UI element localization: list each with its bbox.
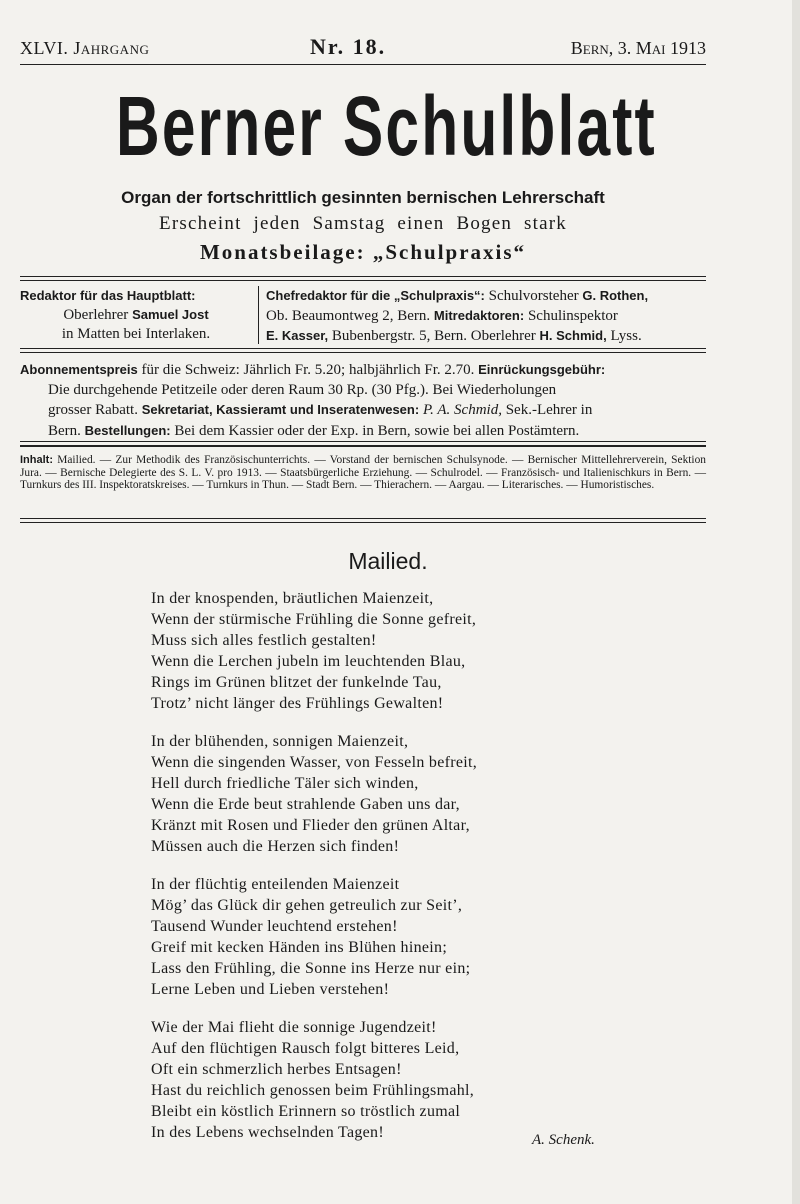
chief-editor-label: Chefredaktor für die „Schulpraxis“: [266, 288, 485, 303]
contents-text: Mailied. — Zur Methodik des Französischunterrichts. — Vorstand der bernischen Schulsynode. — Bernischer Mittellehrerverein, Sektion Jura. — Bernische Delegierte des S. L. V. pro 1913. — Staatsbürgerliche Erziehung. — Schulrodel. — Französisch- und Italienischkurs in Bern. — Turnkurs des III. Inspektoratskreises. — Turnkurs in Thun. — Stadt Bern. — Thierachern. — Aargau. — Literarisches. — Humoristisches. [20, 454, 706, 492]
poem-line: Muss sich alles festlich gestalten! [151, 632, 377, 649]
volume-label: XLVI. Jahrgang [20, 38, 150, 58]
editors-divider [258, 286, 259, 344]
contents-top-rule [20, 441, 706, 442]
poem-line: Müssen auch die Herzen sich finden! [151, 838, 400, 855]
issue-date: Bern, 3. Mai 1913 [570, 38, 706, 58]
subscription-top-rule-2 [20, 352, 706, 353]
poem-stanza [151, 1017, 611, 1143]
issue-number: Nr. 18. [310, 34, 387, 59]
poem-line: In der blühenden, sonnigen Maienzeit, [151, 733, 409, 750]
poem-line: In der flüchtig enteilenden Maienzeit [151, 876, 400, 893]
co-editors-label: Mitredaktoren: [433, 308, 525, 323]
table-of-contents [20, 454, 706, 492]
editor-main-label: Redaktor für das Hauptblatt: [20, 288, 196, 303]
subscription-top-rule [20, 348, 706, 349]
poem-stanza [151, 588, 611, 714]
subscription-line-2: Die durchgehende Petitzeile oder deren Raum 30 Rp. (30 Pfg.). Bei Wiederholungen [48, 381, 557, 398]
poem-line: Auf den flüchtigen Rausch folgt bitteres Leid, [151, 1040, 460, 1057]
editor-supplement: Chefredaktor für die „Schulpraxis“: Schulvorsteher G. Rothen, Ob. Beaumontweg 2, Bern. Mitredaktoren: Schulinspektor E. Kasser, Bubenbergstr. 5, Bern. Oberlehrer H. Schmid, Lyss. [266, 288, 649, 344]
poem-line: Lass den Frühling, die Sonne ins Herze nur ein; [151, 960, 471, 977]
editor-main-name-line: Oberlehrer Samuel Jost [63, 307, 209, 323]
editors-block [20, 286, 706, 346]
poem-line: Oft ein schmerzlich herbes Entsagen! [151, 1061, 402, 1078]
contents-bottom-rule [20, 518, 706, 519]
editor-main-name: Samuel Jost [132, 307, 209, 322]
poem-line: Hast du reichlich genossen beim Frühlingsmahl, [151, 1082, 475, 1099]
poem-line: Greif mit kecken Händen ins Blühen hinein; [151, 939, 448, 956]
poem-body [151, 588, 611, 1160]
poem-author: A. Schenk. [532, 1132, 595, 1148]
subscription-block: Abonnementspreis für die Schweiz: Jährlich Fr. 5.20; halbjährlich Fr. 2.70. Einrückungsgebühr: Die durchgehende Petitzeile oder deren Raum 30 Rp. (30 Pfg.). Bei Wiederholungen grosser Rabatt. Sekretariat, Kassieramt und Inseratenwesen: P. A. Schmid, Sek.-Lehrer in Bern. Bestellungen: Bei dem Kassier oder der Exp. in Bern, sowie bei allen Postämtern. [20, 360, 706, 441]
subscription-price-label: Abonnementspreis [20, 362, 138, 377]
editors-top-rule-2 [20, 280, 706, 281]
poem-line: Wenn die Lerchen jubeln im leuchtenden Blau, [151, 653, 466, 670]
poem-line: In der knospenden, bräutlichen Maienzeit, [151, 590, 434, 607]
poem-line: Wenn die Erde beut strahlende Gaben uns dar, [151, 796, 460, 813]
poem-stanza [151, 731, 611, 857]
poem-line: Wie der Mai flieht die sonnige Jugendzeit! [151, 1019, 437, 1036]
poem-title: Mailied. [348, 548, 428, 574]
editors-top-rule [20, 276, 706, 277]
contents-top-rule-2 [20, 445, 706, 447]
co-editor-name-1: E. Kasser, [266, 328, 329, 343]
orders-label: Bestellungen: [84, 422, 171, 438]
poem-line: Rings im Grünen blitzet der funkelnde Tau, [151, 674, 442, 691]
chief-editor-name: G. Rothen, [582, 288, 649, 303]
contents-bottom-rule-2 [20, 522, 706, 523]
masthead-subtitle-schedule: Erscheint jeden Samstag einen Bogen stark [159, 213, 567, 234]
poem-line: Wenn der stürmische Frühling die Sonne gefreit, [151, 611, 477, 628]
page-edge-shadow [792, 0, 800, 1204]
poem-line: In des Lebens wechselnden Tagen! [151, 1124, 384, 1141]
secretariat-label: Sekretariat, Kassieramt und Inseratenwesen: [141, 402, 420, 417]
poem-line: Hell durch friedliche Täler sich winden, [151, 775, 419, 792]
insertion-fee-label: Einrückungsgebühr: [478, 362, 606, 377]
masthead-subtitle-organ: Organ der fortschrittlich gesinnten bernischen Lehrerschaft [121, 188, 605, 207]
masthead-subtitle-supplement: Monatsbeilage: „Schulpraxis“ [199, 240, 527, 264]
poem-line: Lerne Leben und Lieben verstehen! [151, 981, 390, 998]
poem-line: Bleibt ein köstlich Erinnern so tröstlich zumal [151, 1103, 461, 1120]
issue-line [20, 34, 706, 60]
header-rule [20, 64, 706, 65]
contents-label: Inhalt: [20, 454, 53, 466]
poem-line: Wenn die singenden Wasser, von Fesseln befreit, [151, 754, 478, 771]
poem-stanza [151, 874, 611, 1000]
poem-line: Mög’ das Glück dir gehen getreulich zur Seit’, [151, 897, 463, 914]
editor-main [20, 286, 252, 344]
masthead-title: Berner Schulblatt [116, 79, 657, 173]
poem-line: Kränzt mit Rosen und Flieder den grünen Altar, [151, 817, 470, 834]
editor-main-location: in Matten bei Interlaken. [61, 326, 211, 342]
co-editor-name-2: H. Schmid, [539, 328, 607, 343]
poem-line: Trotz’ nicht länger des Frühlings Gewalten! [151, 695, 444, 712]
poem-line: Tausend Wunder leuchtend erstehen! [151, 918, 398, 935]
